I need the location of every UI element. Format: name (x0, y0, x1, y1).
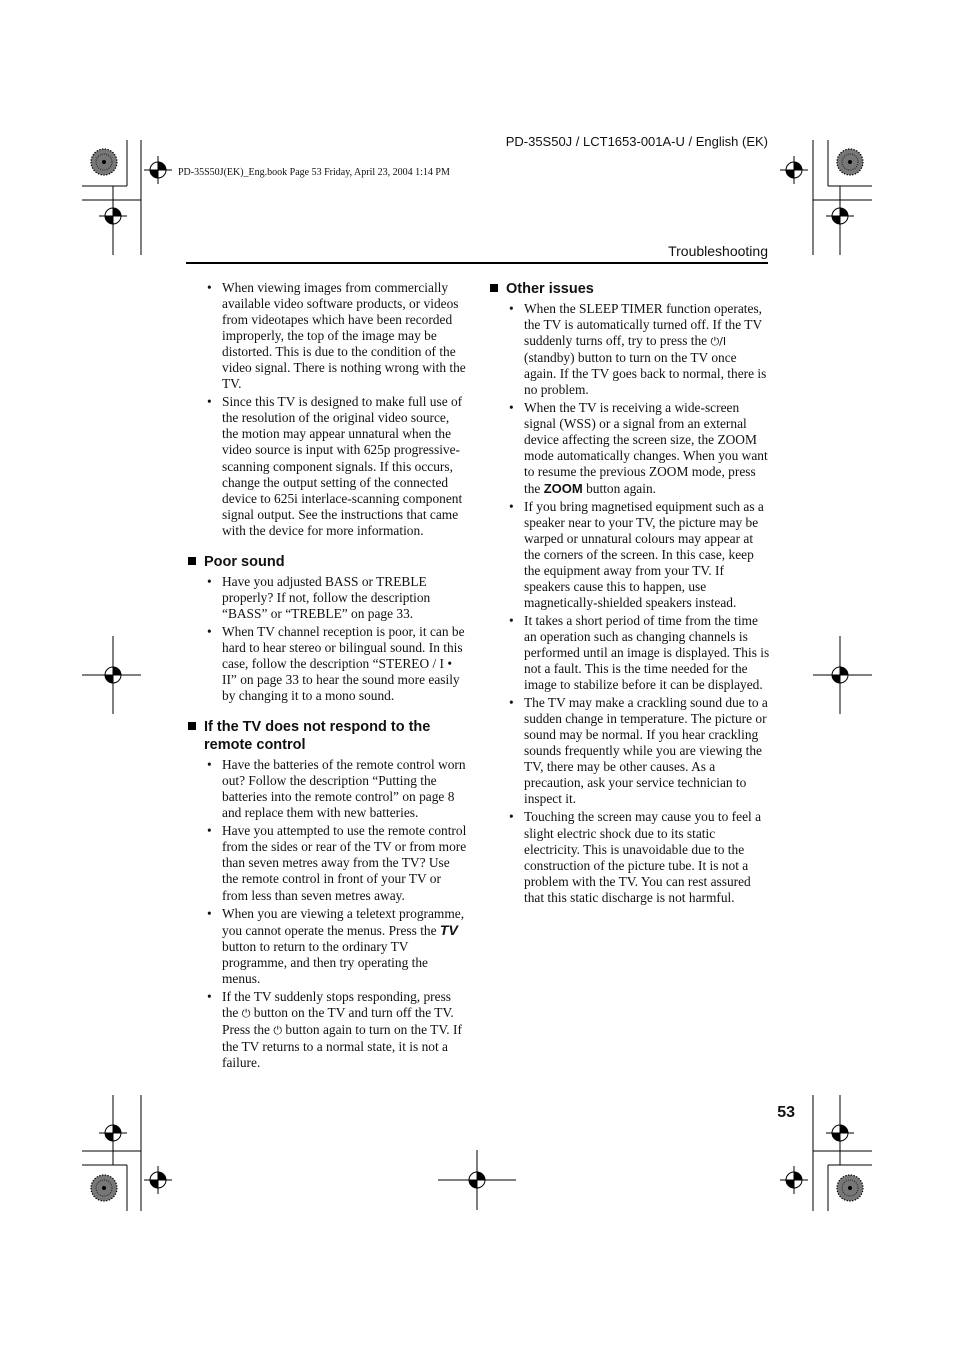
registration-mark-icon (826, 1119, 854, 1147)
list-item: • The TV may make a crackling sound due to a sudden change in temperature. The picture or sound may be normal. If you hear crackling sounds frequently while you are viewing the TV, there may be other causes. As a precaution, ask your service technician to inspect it. (488, 695, 770, 807)
text-run: When the SLEEP TIMER function operates, the TV is automatically turned off. If the TV suddenly turns off, try to press the (524, 301, 763, 349)
registration-mark-icon (780, 156, 808, 184)
list-item: • Since this TV is designed to make full use of the resolution of the original video source, the motion may appear unnatural when the video source is input with 625p progressive-scanning component signals. If this occurs, change the output setting of the connected device to 625i interlace-scanning component signal output. See the instructions that came with the device for more information. (186, 394, 468, 538)
poor-sound-list (186, 574, 468, 704)
registration-mark-icon (99, 202, 127, 230)
text-run: If the TV suddenly stops responding, press the (222, 988, 451, 1020)
heading-text: Other issues (506, 281, 594, 297)
square-bullet-icon (188, 557, 196, 565)
square-bullet-icon (188, 722, 196, 730)
registration-mark-icon (463, 1166, 491, 1194)
section-title: Troubleshooting (668, 243, 768, 259)
text-run: button again to turn on the TV. If the TV returns to a normal state, it is not a failure. (222, 1021, 462, 1070)
print-info: PD-35S50J(EK)_Eng.book Page 53 Friday, April 23, 2004 1:14 PM (178, 167, 450, 178)
list-item (488, 301, 770, 398)
heading-text: If the TV does not respond to the remote control (204, 719, 431, 754)
other-issues-list (488, 301, 770, 906)
list-item (488, 400, 770, 496)
list-item: • Have you adjusted BASS or TREBLE properly? If not, follow the description “BASS” or “TREBLE” on page 33. (186, 574, 468, 622)
intro-list (186, 280, 468, 539)
registration-mark-icon (826, 661, 854, 689)
star-target-icon (837, 1175, 863, 1201)
star-target-icon (837, 149, 863, 175)
list-item: • Touching the screen may cause you to feel a slight electric shock due to its static electricity. This is unavoidable due to the construction of the picture tube. It is not a problem with the TV. You can rest assured that this static discharge is not harmful. (488, 809, 770, 905)
heading-text: Poor sound (204, 553, 285, 570)
document-code: PD-35S50J / LCT1653-001A-U / English (EK) (505, 134, 768, 149)
list-item (186, 906, 468, 987)
star-target-icon (91, 1175, 117, 1201)
tv-button-label: TV (439, 921, 458, 938)
registration-mark-icon (99, 1119, 127, 1147)
registration-mark-icon (144, 156, 172, 184)
list-item: • If you bring magnetised equipment such as a speaker near to your TV, the picture may be warped or unnatural colours may appear at the corners of the screen. In this case, keep the equipment away from your TV. If speakers cause this to happen, use magnetically-shielded speakers instead. (488, 499, 770, 611)
page-number: 53 (777, 1104, 795, 1121)
square-bullet-icon (490, 284, 498, 292)
list-item: • When TV channel reception is poor, it can be hard to hear stereo or bilingual sound. In this case, follow the description “STEREO / I • II” on page 33 to hear the sound more easily by changing it to a mono sound. (186, 624, 468, 704)
left-column (186, 280, 468, 1073)
registration-mark-icon (780, 1166, 808, 1194)
list-item: • Have you attempted to use the remote control from the sides or rear of the TV or from more than seven metres away from the TV? Use the remote control in front of your TV or from less than seven metres away. (186, 823, 468, 903)
text-run: button to return to the ordinary TV programme, and then try operating the menus. (222, 938, 428, 986)
right-column (488, 280, 770, 908)
text-run: When you are viewing a teletext programme, you cannot operate the menus. Press the (222, 905, 465, 938)
header-rule (186, 262, 768, 264)
star-target-icon (91, 149, 117, 175)
text-run: When the TV is receiving a wide-screen signal (WSS) or a signal from an external device affecting the screen size, the ZOOM mode automatically changes. When you want to resume the previous ZOOM mode, press the (524, 400, 768, 496)
list-item: • It takes a short period of time from the time an operation such as changing channels is performed until an image is displayed. This is not a fault. This is the time needed for the image to stabilize before it can be displayed. (488, 613, 770, 693)
remote-heading (186, 718, 468, 754)
remote-list (186, 757, 468, 1071)
list-item (186, 989, 468, 1071)
power-icon: ⏻ (273, 1023, 283, 1037)
poor-sound-heading (186, 553, 468, 571)
standby-icon: ⏻/I (710, 335, 727, 349)
registration-mark-icon (99, 661, 127, 689)
registration-mark-icon (144, 1166, 172, 1194)
list-item: • When viewing images from commercially available video software products, or videos from videotapes which have been recorded improperly, the top of the image may be distorted. This is due to the condition of the video signal. There is nothing wrong with the TV. (186, 280, 468, 392)
registration-mark-icon (826, 202, 854, 230)
other-issues-heading (488, 280, 770, 298)
text-run: (standby) button to turn on the TV once again. If the TV goes back to normal, there is no problem. (524, 350, 767, 398)
zoom-button-label: ZOOM (543, 480, 583, 496)
text-run: button on the TV and turn off the TV. Press the (222, 1004, 454, 1037)
list-item: • Have the batteries of the remote control worn out? Follow the description “Putting the batteries into the remote control” on page 8 and replace them with new batteries. (186, 757, 468, 821)
power-icon: ⏻ (241, 1006, 251, 1020)
text-run: button again. (582, 480, 656, 496)
